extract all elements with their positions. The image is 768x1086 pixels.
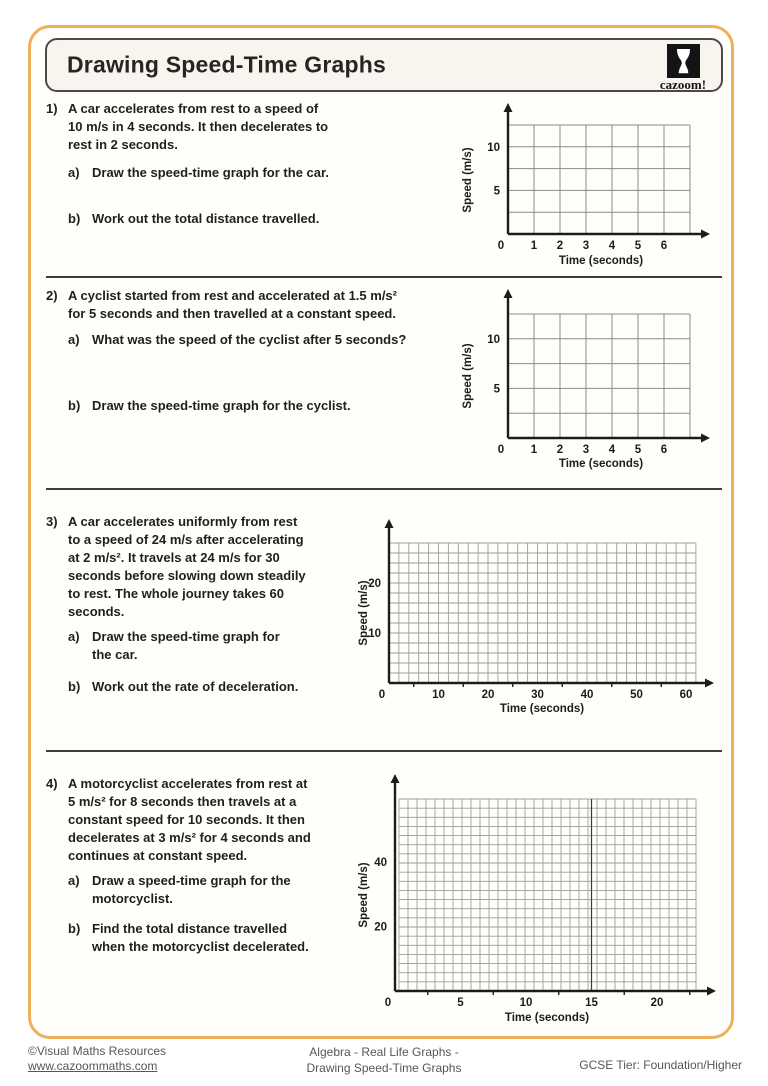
graph-svg [455, 97, 720, 272]
speed-time-grid-q4 [350, 770, 762, 1033]
part-label: a) [68, 873, 80, 888]
y-axis-arrow-icon [504, 103, 513, 112]
question-text-line: 5 m/s² for 8 seconds then travels at a [68, 794, 297, 809]
question-1-part-b [46, 210, 471, 228]
question-number: 2) [46, 288, 58, 303]
y-tick-label: 10 [487, 333, 500, 346]
y-axis-title: Speed (m/s) [358, 862, 370, 928]
x-tick-label: 1 [530, 240, 538, 252]
graph-svg [350, 770, 762, 1028]
x-tick-label: 0 [497, 240, 505, 252]
footer-website-link[interactable]: www.cazoommaths.com [28, 1059, 158, 1073]
part-text-line: motorcyclist. [92, 891, 173, 906]
x-tick-label: 20 [650, 997, 664, 1009]
part-text-line: when the motorcyclist decelerated. [92, 939, 309, 954]
question-text-line: continues at constant speed. [68, 848, 248, 863]
x-tick-label: 1 [530, 444, 538, 456]
question-text-line: at 2 m/s². It travels at 24 m/s for 30 [68, 550, 280, 565]
question-3 [46, 513, 381, 696]
y-axis-arrow-icon [385, 519, 394, 528]
x-tick-label: 4 [608, 240, 616, 252]
graph-svg [455, 283, 720, 478]
y-tick-label: 20 [374, 921, 387, 934]
question-number: 4) [46, 776, 58, 791]
question-text-line: decelerates at 3 m/s² for 4 seconds and [68, 830, 311, 845]
speed-time-grid-q3 [350, 515, 740, 722]
question-text-line: to a speed of 24 m/s after accelerating [68, 532, 304, 547]
question-text-line: 10 m/s in 4 seconds. It then decelerates to [68, 119, 329, 134]
question-text-line: A cyclist started from rest and accelerated at 1.5 m/s² [68, 288, 397, 303]
part-label: b) [68, 679, 81, 694]
question-2 [46, 287, 491, 415]
y-axis-title: Speed (m/s) [462, 343, 474, 409]
question-number: 1) [46, 101, 58, 116]
y-tick-label: 10 [487, 141, 500, 154]
x-tick-label: 60 [679, 689, 693, 701]
x-tick-label: 0 [497, 444, 505, 456]
y-axis-arrow-icon [504, 289, 513, 298]
question-text-line: A motorcyclist accelerates from rest at [68, 776, 308, 791]
footer-topic-line: Algebra - Real Life Graphs - [309, 1045, 459, 1059]
y-tick-label: 40 [374, 857, 387, 869]
x-tick-label: 20 [481, 689, 495, 701]
x-axis-title: Time (seconds) [558, 458, 644, 470]
question-1 [46, 100, 471, 228]
graph-svg [350, 515, 740, 717]
question-3-part-b [46, 678, 381, 696]
x-axis-arrow-icon [701, 434, 710, 443]
question-text-line: rest in 2 seconds. [68, 137, 178, 152]
x-axis-title: Time (seconds) [558, 255, 644, 267]
part-text-line: Find the total distance travelled [92, 921, 288, 936]
x-tick-label: 30 [531, 689, 544, 701]
y-axis-title: Speed (m/s) [358, 580, 370, 646]
footer-copyright: ©Visual Maths Resources [28, 1044, 167, 1058]
section-divider [46, 750, 722, 752]
x-tick-label: 40 [580, 689, 594, 701]
page-title: Drawing Speed-Time Graphs [67, 51, 386, 78]
x-tick-label: 6 [660, 444, 668, 456]
part-label: a) [68, 629, 80, 644]
part-text-line: the car. [92, 647, 138, 662]
x-tick-label: 0 [378, 689, 386, 701]
part-label: a) [68, 165, 80, 180]
question-text-line: constant speed for 10 seconds. It then [68, 812, 305, 827]
speed-time-grid-q2 [455, 283, 720, 483]
speed-time-grid-q1 [455, 97, 720, 277]
question-1-part-a [46, 164, 471, 182]
part-label: b) [68, 211, 81, 226]
question-text-line: A car accelerates from rest to a speed of [68, 101, 319, 116]
question-4-part-a [46, 872, 381, 908]
y-axis-title: Speed (m/s) [462, 147, 474, 213]
cazoom-hourglass-icon [667, 44, 700, 78]
y-axis-arrow-icon [391, 774, 400, 783]
footer-tier: GCSE Tier: Foundation/Higher [579, 1058, 742, 1072]
part-text-line: Draw the speed-time graph for the car. [92, 165, 329, 180]
part-text-line: Draw a speed-time graph for the [92, 873, 291, 888]
part-text-line: Draw the speed-time graph for the cyclist. [92, 398, 351, 413]
x-axis-arrow-icon [701, 230, 710, 239]
y-tick-label: 20 [368, 578, 381, 590]
y-tick-label: 5 [493, 383, 500, 396]
x-axis-title: Time (seconds) [499, 703, 585, 715]
x-tick-label: 3 [582, 240, 590, 252]
x-tick-label: 4 [608, 444, 616, 456]
cazoom-logo [655, 44, 711, 91]
question-3-part-a [46, 628, 381, 664]
part-label: b) [68, 398, 81, 413]
section-divider [46, 488, 722, 490]
title-box [45, 38, 723, 92]
question-4 [46, 775, 381, 956]
y-tick-label: 10 [368, 628, 381, 640]
question-text-line: seconds. [68, 604, 125, 619]
x-tick-label: 5 [634, 240, 642, 252]
part-text-line: Draw the speed-time graph for [92, 629, 280, 644]
part-text-line: What was the speed of the cyclist after 5 seconds? [92, 332, 407, 347]
question-text-line: seconds before slowing down steadily [68, 568, 306, 583]
question-2-part-b [46, 397, 491, 415]
x-tick-label: 3 [582, 444, 590, 456]
x-tick-label: 6 [660, 240, 668, 252]
question-2-part-a [46, 331, 491, 349]
x-axis-arrow-icon [707, 987, 716, 996]
question-text-line: for 5 seconds and then travelled at a constant speed. [68, 306, 396, 321]
x-tick-label: 10 [519, 997, 533, 1009]
part-label: b) [68, 921, 81, 936]
x-tick-label: 2 [556, 240, 564, 252]
part-text-line: Work out the total distance travelled. [92, 211, 320, 226]
question-4-part-b [46, 920, 381, 956]
part-text-line: Work out the rate of deceleration. [92, 679, 299, 694]
x-tick-label: 15 [585, 997, 598, 1009]
x-tick-label: 5 [634, 444, 642, 456]
x-tick-label: 10 [432, 689, 445, 701]
part-label: a) [68, 332, 80, 347]
section-divider [46, 276, 722, 278]
footer-topic-line: Drawing Speed-Time Graphs [306, 1061, 462, 1075]
x-tick-label: 5 [457, 997, 464, 1009]
y-tick-label: 5 [493, 185, 500, 198]
x-tick-label: 2 [556, 444, 564, 456]
cazoom-logo-text: cazoom! [659, 77, 707, 92]
question-text-line: to rest. The whole journey takes 60 [68, 586, 285, 601]
x-axis-title: Time (seconds) [504, 1012, 590, 1024]
x-axis-arrow-icon [705, 679, 714, 688]
x-tick-label: 0 [384, 997, 392, 1009]
question-number: 3) [46, 514, 58, 529]
question-text-line: A car accelerates uniformly from rest [68, 514, 298, 529]
x-tick-label: 50 [630, 689, 643, 701]
